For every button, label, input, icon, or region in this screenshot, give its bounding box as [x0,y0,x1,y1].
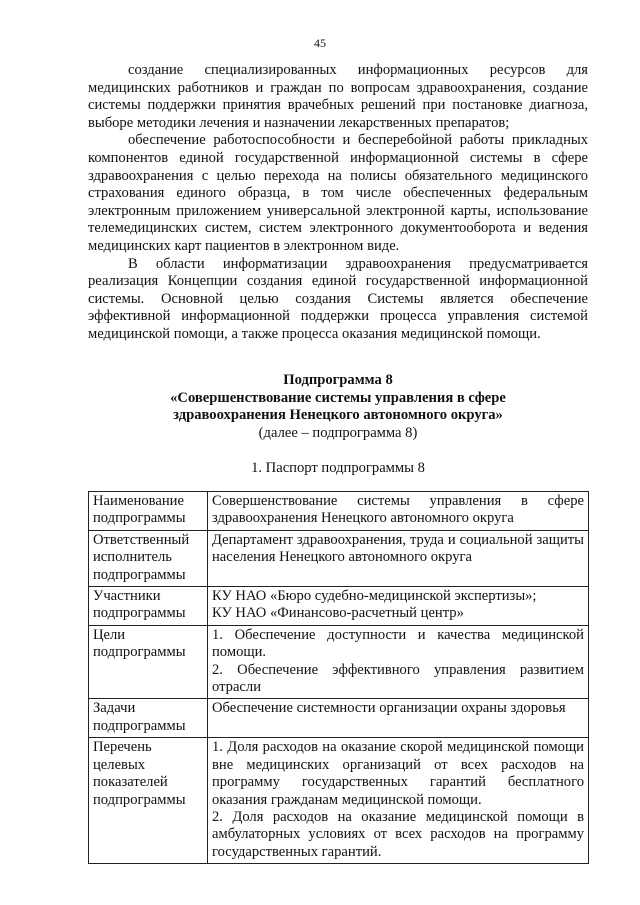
goal-item: 2. Обеспечение эффективного управления развитием отрасли [212,661,584,696]
row-value-tasks: Обеспечение системности организации охраны здоровья [208,699,589,738]
subprogram-note: (далее – подпрограмма 8) [258,424,418,441]
indicator-item: 1. Доля расходов на оказание скорой медицинской помощи вне медицинских организаций от всех расходов на программу государственных гарантий бесплатного оказания гражданам медицинской помощи. [212,739,584,808]
table-row [89,738,589,864]
participant-item: КУ НАО «Финансово-расчетный центр» [212,605,464,622]
subprogram-name-line2: здравоохранения Ненецкого автономного округа» [173,407,503,424]
subprogram-heading [88,372,588,442]
paragraph-specialized-resources: создание специализированных информационных ресурсов для медицинских работников и граждан по вопросам здравоохранения, создание системы поддержки принятия врачебных решений при постановке диагноза, выборе методики лечения и назначении лекарственных препаратов; [88,62,588,131]
participant-item: КУ НАО «Бюро судебно-медицинской экспертизы»; [212,588,537,605]
row-value-indicators [208,738,589,864]
row-value-participants [208,587,589,626]
passport-table [88,491,589,864]
table-row [89,492,589,531]
table-row [89,625,589,699]
passport-title: 1. Паспорт подпрограммы 8 [251,460,425,476]
row-label-executor: Ответственный исполнитель подпрограммы [89,530,208,586]
row-value-goals [208,625,589,699]
row-label-goals: Цели подпрограммы [89,625,208,699]
page-number: 45 [314,36,326,50]
row-label-name: Наименование подпрограммы [89,492,208,531]
subprogram-title: Подпрограмма 8 [283,372,393,388]
paragraph-informatization: В области информатизации здравоохранения предусматривается реализация Концепции создания единой государственной информационной системы. Основной целью создания Системы является обеспечение эффективной информационной поддержки процесса управления системой медицинской помощи, а также процесса оказания медицинской помощи. [88,255,588,342]
table-row [89,699,589,738]
row-value-name: Совершенствование системы управления в сфере здравоохранения Ненецкого автономного округа [208,492,589,531]
body-text [88,62,588,344]
row-value-executor: Департамент здравоохранения, труда и социальной защиты населения Ненецкого автономного округа [208,530,589,586]
paragraph-system-operability: обеспечение работоспособности и бесперебойной работы прикладных компонентов единой государственной информационной системы в сфере здравоохранения с целью перехода на полисы обязательного медицинского страхования единого образца, в том числе обеспеченных федеральным электронным приложением универсальной электронной карты, использование телемедицинских систем, систем электронного документооборота и ведения медицинских карт пациентов в электронном виде. [88,132,588,254]
table-row [89,530,589,586]
row-label-participants: Участники подпрограммы [89,587,208,626]
goal-item: 1. Обеспечение доступности и качества медицинской помощи. [212,626,584,661]
table-row [89,587,589,626]
row-label-tasks: Задачи подпрограммы [89,699,208,738]
row-label-indicators: Перечень целевых показателей подпрограммы [89,738,208,864]
subprogram-name-line1: «Совершенствование системы управления в сфере [170,389,506,406]
indicator-item: 2. Доля расходов на оказание медицинской помощи в амбулаторных условиях от всех расходов на программу государственных гарантий. [212,808,584,860]
